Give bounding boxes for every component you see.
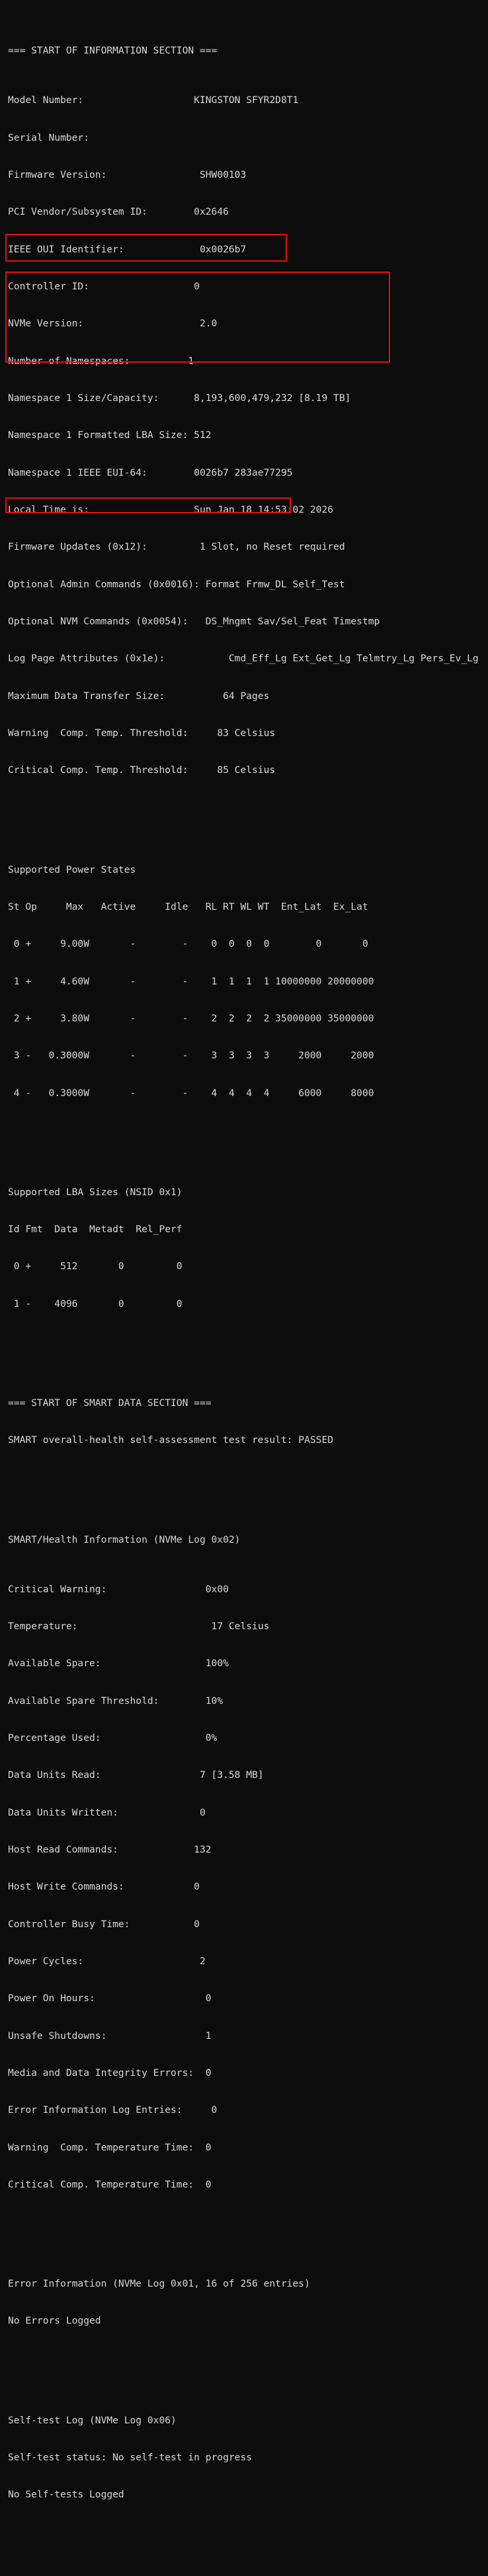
smart-pad bbox=[194, 2142, 206, 2153]
smart-value: 0 bbox=[211, 2104, 218, 2116]
smart-row bbox=[8, 2067, 488, 2080]
smart-label: Unsafe Shutdowns: bbox=[8, 2030, 107, 2042]
info-row bbox=[8, 355, 488, 368]
info-value: 85 Celsius bbox=[217, 764, 276, 776]
smart-label: Available Spare: bbox=[8, 1658, 101, 1670]
smart-label: Data Units Written: bbox=[8, 1806, 118, 1818]
smart-row bbox=[8, 1993, 488, 2005]
spacer bbox=[8, 1348, 488, 1360]
smart-value: 0 bbox=[194, 1881, 200, 1893]
smart-value: 0 bbox=[205, 1993, 212, 2005]
info-label: Controller ID: bbox=[8, 281, 90, 293]
info-row bbox=[8, 94, 488, 107]
info-label: Serial Number: bbox=[8, 131, 90, 143]
smart-pad bbox=[101, 1658, 206, 1669]
info-row bbox=[8, 467, 488, 480]
info-label: Firmware Updates (0x12): bbox=[8, 541, 147, 553]
info-value: Cmd_Eff_Lg Ext_Get_Lg Telmtry_Lg Pers_Ev_Lg bbox=[228, 653, 479, 665]
smart-value: 0 bbox=[205, 2178, 212, 2190]
smart-row bbox=[8, 1956, 488, 1968]
info-value: Sun Jan 18 14:53:02 2026 bbox=[194, 504, 334, 516]
smart-pad bbox=[130, 1919, 194, 1930]
lba-sizes-title: Supported LBA Sizes (NSID 0x1) bbox=[8, 1186, 183, 1198]
smart-pad bbox=[106, 1584, 205, 1595]
smart-pad bbox=[183, 2104, 212, 2116]
smart-value: 132 bbox=[194, 1843, 212, 1855]
smart-row bbox=[8, 1584, 488, 1596]
spacer bbox=[8, 814, 488, 827]
info-pad bbox=[147, 206, 194, 217]
info-label: Model Number: bbox=[8, 94, 84, 106]
spacer bbox=[8, 1137, 488, 1150]
smart-pad bbox=[83, 1956, 200, 1967]
power-states-header: St Op Max Active Idle RL RT WL WT Ent_Lat Ex_Lat bbox=[8, 901, 368, 912]
info-value: 0x2646 bbox=[194, 206, 229, 218]
info-label: Namespace 1 IEEE EUI-64: bbox=[8, 466, 147, 478]
smart-row bbox=[8, 1919, 488, 1931]
smart-pad bbox=[101, 1769, 200, 1781]
info-value: KINGSTON SFYR2D8T1 bbox=[194, 94, 299, 106]
info-pad bbox=[188, 616, 205, 627]
smart-row bbox=[8, 2179, 488, 2191]
info-label: Number of Namespaces: bbox=[8, 355, 130, 367]
info-row bbox=[8, 206, 488, 219]
info-value: 0 bbox=[194, 281, 200, 293]
info-label: Optional Admin Commands (0x0016): bbox=[8, 578, 200, 590]
info-row bbox=[8, 653, 488, 665]
info-pad bbox=[147, 541, 200, 552]
power-state-row: 1 + 4.60W - - 1 1 1 1 10000000 20000000 bbox=[8, 975, 374, 987]
info-pad bbox=[188, 727, 217, 739]
info-pad bbox=[188, 429, 194, 441]
smart-pad bbox=[159, 1695, 205, 1707]
info-value: 1 Slot, no Reset required bbox=[199, 541, 345, 553]
info-value: 83 Celsius bbox=[217, 727, 276, 739]
smart-label: Warning Comp. Temperature Time: bbox=[8, 2141, 194, 2153]
smart-value: 0 bbox=[194, 1918, 200, 1930]
smart-value: 2 bbox=[199, 1955, 206, 1967]
smart-row bbox=[8, 2030, 488, 2043]
smart-value: 0 bbox=[199, 1806, 206, 1818]
error-information-title: Error Information (NVMe Log 0x01, 16 of 256 entries) bbox=[8, 2278, 310, 2290]
power-state-row: 0 + 9.00W - - 0 0 0 0 0 0 bbox=[8, 938, 368, 950]
smart-label: Data Units Read: bbox=[8, 1769, 101, 1781]
information-section-title: === START OF INFORMATION SECTION === bbox=[8, 45, 218, 57]
smart-pad bbox=[118, 1844, 194, 1855]
smart-row bbox=[8, 2142, 488, 2154]
info-value: SHW00103 bbox=[199, 169, 247, 181]
info-row bbox=[8, 616, 488, 628]
smart-value: 0 bbox=[205, 2067, 212, 2079]
info-pad bbox=[200, 579, 206, 590]
info-value: 0026b7 283ae77295 bbox=[194, 466, 293, 478]
smart-value: 7 [3.58 MB] bbox=[199, 1769, 264, 1781]
power-state-row: 4 - 0.3000W - - 4 4 4 4 6000 8000 bbox=[8, 1087, 374, 1099]
info-row-critical-temp-threshold bbox=[8, 764, 488, 777]
info-value: Format Frmw_DL Self_Test bbox=[205, 578, 345, 590]
info-label: Namespace 1 Size/Capacity: bbox=[8, 392, 159, 404]
info-pad bbox=[147, 467, 194, 478]
smart-label: Error Information Log Entries: bbox=[8, 2104, 183, 2116]
self-test-log-body: No Self-tests Logged bbox=[8, 2489, 124, 2501]
smart-pad bbox=[101, 1732, 206, 1744]
smart-pad bbox=[118, 1807, 200, 1818]
info-pad bbox=[165, 690, 223, 702]
smart-label: Percentage Used: bbox=[8, 1732, 101, 1744]
info-pad bbox=[159, 392, 194, 404]
smart-row bbox=[8, 1807, 488, 1820]
info-value: 8,193,600,479,232 [8.19 TB] bbox=[194, 392, 351, 404]
info-pad bbox=[124, 244, 200, 255]
info-row bbox=[8, 281, 488, 293]
info-value: 64 Pages bbox=[223, 690, 270, 702]
smart-label: Available Spare Threshold: bbox=[8, 1695, 159, 1707]
smart-pad bbox=[124, 1881, 194, 1892]
lba-size-row: 1 - 4096 0 0 bbox=[8, 1298, 183, 1309]
info-label: Log Page Attributes (0x1e): bbox=[8, 653, 165, 665]
error-information-body: No Errors Logged bbox=[8, 2315, 101, 2327]
info-row bbox=[8, 579, 488, 591]
lba-size-row: 0 + 512 0 0 bbox=[8, 1261, 183, 1272]
smart-row bbox=[8, 1658, 488, 1670]
info-label: Local Time is: bbox=[8, 504, 90, 516]
info-row bbox=[8, 169, 488, 182]
smart-value: 1 bbox=[205, 2030, 212, 2042]
smart-row bbox=[8, 1844, 488, 1857]
info-label: NVMe Version: bbox=[8, 318, 84, 330]
smart-pad bbox=[194, 2067, 206, 2079]
info-label: Optional NVM Commands (0x0054): bbox=[8, 616, 188, 628]
info-value: 2.0 bbox=[199, 318, 218, 330]
smart-label: Power On Hours: bbox=[8, 1993, 95, 2005]
self-test-status: Self-test status: No self-test in progress bbox=[8, 2451, 253, 2463]
self-test-log-title: Self-test Log (NVMe Log 0x06) bbox=[8, 2414, 177, 2426]
smart-label: Critical Warning: bbox=[8, 1583, 107, 1595]
smart-row bbox=[8, 1732, 488, 1745]
power-states-title: Supported Power States bbox=[8, 864, 136, 875]
smart-pad bbox=[194, 2179, 206, 2190]
info-row bbox=[8, 392, 488, 405]
info-pad bbox=[89, 281, 194, 292]
info-row bbox=[8, 504, 488, 517]
smart-value: 0% bbox=[205, 1732, 218, 1744]
info-value: 0x0026b7 bbox=[199, 243, 247, 255]
smart-label: Power Cycles: bbox=[8, 1955, 84, 1967]
smart-section-title: === START OF SMART DATA SECTION === bbox=[8, 1397, 212, 1409]
power-state-row: 3 - 0.3000W - - 3 3 3 3 2000 2000 bbox=[8, 1050, 374, 1062]
smart-health-info-title: SMART/Health Information (NVMe Log 0x02) bbox=[8, 1533, 241, 1545]
smart-row bbox=[8, 1695, 488, 1708]
info-row bbox=[8, 690, 488, 703]
smart-value: 0x00 bbox=[205, 1583, 229, 1595]
smart-label: Critical Comp. Temperature Time: bbox=[8, 2178, 194, 2190]
info-pad bbox=[165, 653, 229, 664]
info-pad bbox=[83, 318, 200, 329]
info-label: IEEE OUI Identifier: bbox=[8, 243, 124, 255]
info-row-warning-temp-threshold bbox=[8, 727, 488, 740]
info-row bbox=[8, 132, 488, 145]
smart-pad bbox=[106, 2030, 205, 2042]
lba-sizes-header: Id Fmt Data Metadt Rel_Perf bbox=[8, 1224, 183, 1235]
info-pad bbox=[89, 504, 194, 515]
smart-value: 10% bbox=[205, 1695, 224, 1707]
smart-row bbox=[8, 2104, 488, 2117]
info-row bbox=[8, 318, 488, 330]
spacer bbox=[8, 1484, 488, 1496]
info-label: Warning Comp. Temp. Threshold: bbox=[8, 727, 188, 739]
info-pad bbox=[89, 132, 194, 143]
spacer bbox=[8, 2228, 488, 2241]
info-pad bbox=[130, 355, 188, 367]
smart-pad bbox=[77, 1621, 211, 1632]
info-value: 1 bbox=[188, 355, 194, 367]
smart-label: Media and Data Integrity Errors: bbox=[8, 2067, 194, 2079]
smart-value: 100% bbox=[205, 1658, 229, 1670]
smart-pad bbox=[95, 1993, 206, 2004]
info-pad bbox=[106, 169, 200, 180]
smart-value: 17 Celsius bbox=[211, 1620, 270, 1632]
smart-overall-health: SMART overall-health self-assessment test result: PASSED bbox=[8, 1434, 334, 1446]
smart-label: Host Read Commands: bbox=[8, 1843, 118, 1855]
info-row bbox=[8, 429, 488, 442]
info-pad bbox=[83, 94, 194, 106]
smart-label: Temperature: bbox=[8, 1620, 78, 1632]
smart-label: Host Write Commands: bbox=[8, 1881, 124, 1893]
spacer bbox=[8, 2365, 488, 2378]
info-label: Namespace 1 Formatted LBA Size: bbox=[8, 429, 188, 441]
info-label: Maximum Data Transfer Size: bbox=[8, 690, 165, 702]
info-pad bbox=[188, 764, 217, 776]
smart-row bbox=[8, 1881, 488, 1894]
smart-value: 0 bbox=[205, 2141, 212, 2153]
info-value: DS_Mngmt Sav/Sel_Feat Timestmp bbox=[205, 616, 380, 628]
info-row bbox=[8, 541, 488, 554]
smart-label: Controller Busy Time: bbox=[8, 1918, 130, 1930]
info-label: Firmware Version: bbox=[8, 169, 107, 181]
info-row bbox=[8, 244, 488, 256]
info-label: Critical Comp. Temp. Threshold: bbox=[8, 764, 188, 776]
power-state-row: 2 + 3.80W - - 2 2 2 2 35000000 35000000 bbox=[8, 1012, 374, 1024]
info-value: 512 bbox=[194, 429, 212, 441]
info-label: PCI Vendor/Subsystem ID: bbox=[8, 206, 147, 218]
smart-row bbox=[8, 1769, 488, 1782]
smart-row-temperature bbox=[8, 1621, 488, 1633]
